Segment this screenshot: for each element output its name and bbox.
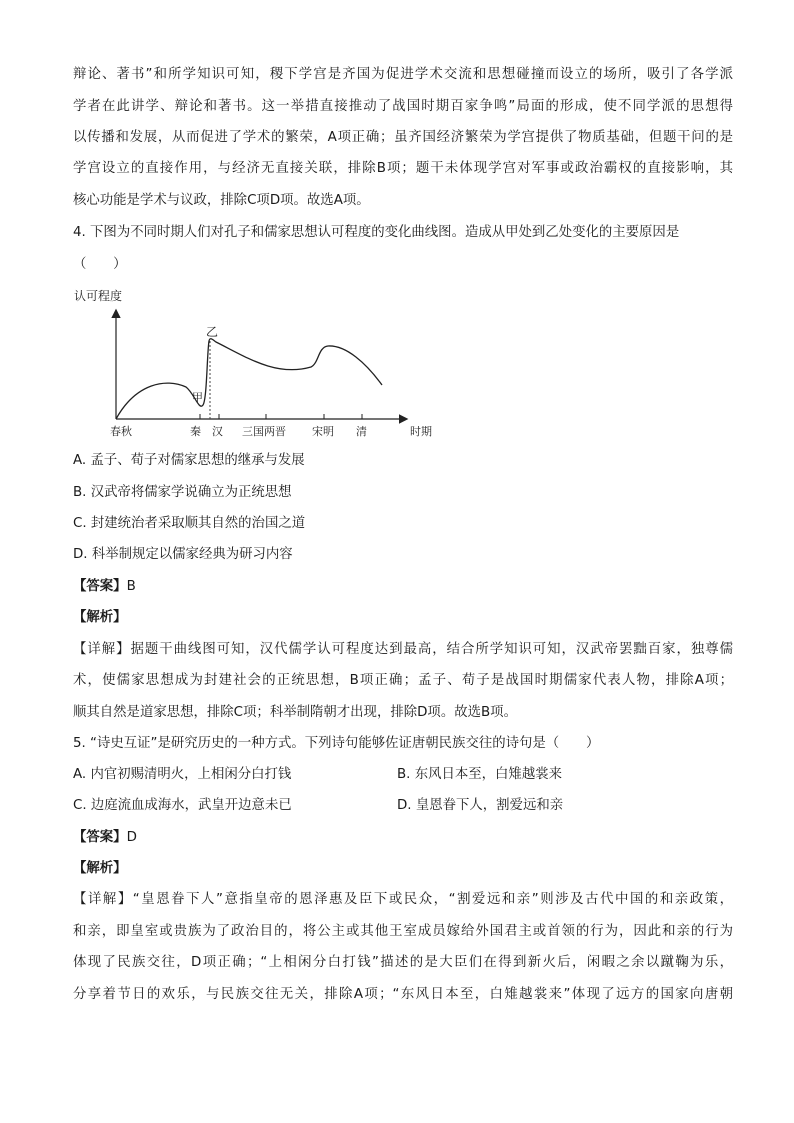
detail-line: 【详解】“皇恩眷下人”意指皇帝的恩泽惠及臣下或民众，“割爱远和亲”则涉及古代中国的和亲政策， (73, 892, 733, 907)
option-a: A. 孟子、荀子对儒家思想的继承与发展 (73, 453, 305, 468)
detail-line: 顺其自然是道家思想，排除C项；科举制隋朝才出现，排除D项。故选B项。 (73, 705, 517, 720)
recognition-curve (116, 339, 382, 419)
annotation-jia: 甲 (192, 391, 203, 404)
detail-line: 和亲，即皇室或贵族为了政治目的，将公主或其他王室成员嫁给外国君主或首领的行为，因此和亲的行为 (73, 924, 733, 939)
option-b: B. 东风日本至，白雉越裳来 (397, 767, 562, 782)
x-tick-label: 汉 (212, 425, 223, 438)
option-d: D. 科举制规定以儒家经典为研习内容 (73, 547, 293, 562)
paragraph-line: 以传播和发展，从而促进了学术的繁荣，A项正确；虽齐国经济繁荣为学宫提供了物质基础，但题干问的是 (73, 130, 733, 145)
answer-value: B (126, 579, 136, 594)
answer-tag: 【答案】 (73, 579, 127, 594)
annotation-yi: 乙 (206, 325, 219, 339)
detail-line: 【详解】据题干曲线图可知，汉代儒学认可程度达到最高，结合所学知识可知，汉武帝罢黜百家，独尊儒 (73, 642, 733, 657)
paragraph-line: 学宫设立的直接作用，与经济无直接关联，排除B项；题干未体现学宫对军事或政治霸权的直接影响，其 (73, 161, 733, 176)
detail-line: 术，使儒家思想成为封建社会的正统思想，B项正确；孟子、荀子是战国时期儒家代表人物，排除A项； (73, 673, 733, 688)
x-axis-label: 时期 (410, 425, 432, 438)
question-4-paren: （ ） (73, 257, 127, 272)
answer-line (73, 829, 137, 847)
x-tick-label: 春秋 (110, 425, 132, 438)
answer-line (73, 578, 136, 596)
x-tick-label: 秦 (190, 425, 201, 438)
x-ticks (110, 414, 367, 438)
paragraph-line: 辩论、著书”和所学知识可知，稷下学宫是齐国为促进学术交流和思想碰撞而设立的场所，吸引了各学派 (73, 67, 733, 82)
question-4-stem: 4. 下图为不同时期人们对孔子和儒家思想认可程度的变化曲线图。造成从甲处到乙处变化的主要原因是 (73, 225, 680, 240)
y-axis-label: 认可程度 (74, 289, 123, 303)
detail-line: 体现了民族交往，D项正确；“上相闲分白打钱”描述的是大臣们在得到新火后，闲暇之余以蹴鞠为乐， (73, 955, 733, 970)
analysis-tag: 【解析】 (73, 861, 127, 876)
option-d: D. 皇恩眷下人，割爱远和亲 (397, 798, 564, 813)
option-a: A. 内官初赐清明火，上相闲分白打钱 (73, 767, 292, 782)
recognition-curve-chart (66, 283, 446, 443)
x-tick-label: 宋明 (312, 425, 334, 438)
x-tick-label: 三国两晋 (242, 425, 286, 438)
option-c: C. 封建统治者采取顺其自然的治国之道 (73, 516, 306, 531)
answer-tag: 【答案】 (73, 830, 127, 845)
option-b: B. 汉武帝将儒家学说确立为正统思想 (73, 485, 292, 500)
question-5-stem: 5. “诗史互证”是研究历史的一种方式。下列诗句能够佐证唐朝民族交往的诗句是（ ） (73, 736, 600, 751)
answer-value: D (126, 830, 137, 845)
analysis-tag: 【解析】 (73, 610, 127, 625)
x-tick-label: 清 (356, 425, 367, 438)
paragraph-line: 核心功能是学术与议政，排除C项D项。故选A项。 (73, 193, 370, 208)
option-c: C. 边庭流血成海水，武皇开边意未已 (73, 798, 292, 813)
detail-line: 分享着节日的欢乐，与民族交往无关，排除A项；“东风日本至，白雉越裳来”体现了远方的国家向唐朝 (73, 987, 733, 1002)
paragraph-line: 学者在此讲学、辩论和著书。这一举措直接推动了战国时期百家争鸣”局面的形成，使不同学派的思想得 (73, 99, 733, 114)
